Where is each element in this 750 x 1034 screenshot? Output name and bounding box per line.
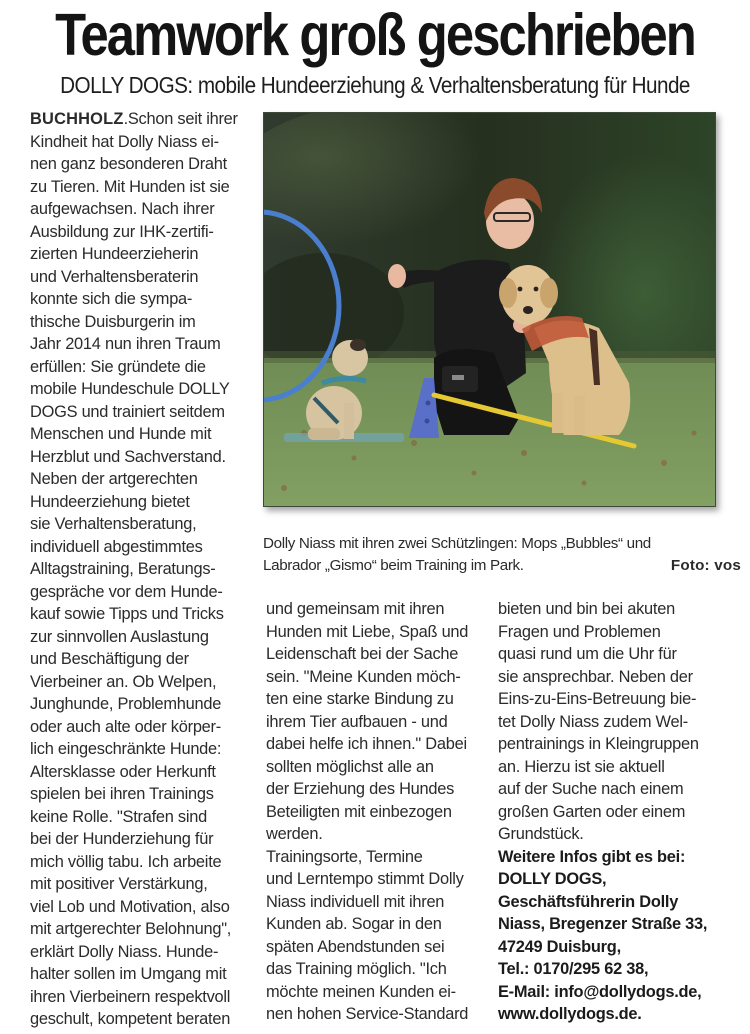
text-line: gespräche vor dem Hunde- — [30, 582, 223, 601]
text-line: und Verhaltensberaterin — [30, 267, 199, 286]
text-line: Menschen und Hunde mit — [30, 425, 212, 443]
text-line: späten Abendstunden sei — [266, 937, 445, 956]
contact-email: E-Mail: info@dollydogs.de, — [498, 982, 702, 1001]
text-line: ihrem Tier aufbauen - und — [266, 712, 448, 731]
text-line: aufgewachsen. Nach ihrer — [30, 200, 215, 218]
text-line: BUCHHOLZ.Schon seit ihrer — [30, 110, 238, 128]
text-line: zierten Hundeerzieherin — [30, 245, 199, 263]
text-line: Niass individuell mit ihren — [266, 892, 445, 911]
photo-illustration — [264, 113, 715, 506]
text-line: pentrainings in Kleingruppen — [498, 735, 699, 753]
text-line: Vierbeiner an. Ob Welpen, — [30, 672, 217, 691]
text-line: erfüllen: Sie gründete die — [30, 357, 206, 376]
text-line: bieten und bin bei akuten — [498, 600, 675, 618]
text-line: und Lerntempo stimmt Dolly — [266, 870, 464, 888]
text-line: viel Lob und Motivation, also — [30, 897, 230, 916]
text-line: mit positiver Verstärkung, — [30, 875, 208, 893]
text-line: Leidenschaft bei der Sache — [266, 645, 459, 663]
contact-line: Weitere Infos gibt es bei: — [498, 847, 686, 866]
subheadline: DOLLY DOGS: mobile Hundeerziehung & Verhaltensberatung für Hunde — [60, 72, 690, 98]
text-line: Fragen und Problemen — [498, 622, 661, 641]
contact-line: 47249 Duisburg, — [498, 937, 621, 956]
text-line: Herzblut und Sachverstand. — [30, 447, 226, 466]
text-line: Ausbildung zur IHK-zertifi- — [30, 222, 214, 241]
text-line: thische Duisburgerin im — [30, 312, 196, 331]
caption-line: Dolly Niass mit ihren zwei Schützlingen: Mops „Bubbles“ und — [263, 535, 651, 552]
text-line: und gemeinsam mit ihren — [266, 600, 445, 618]
text-line: DOGS und trainiert seitdem — [30, 402, 225, 421]
text-line: dabei helfe ich ihnen." Dabei — [266, 735, 467, 753]
text-line: Hunden mit Liebe, Spaß und — [266, 622, 469, 641]
text-line: kauf sowie Tipps und Tricks — [30, 605, 224, 623]
text-line: Alltagstraining, Beratungs- — [30, 560, 216, 578]
contact-line: Geschäftsführerin Dolly — [498, 892, 679, 911]
text-line: Altersklasse oder Herkunft — [30, 762, 216, 781]
contact-info — [498, 846, 743, 1026]
dateline: BUCHHOLZ — [30, 110, 124, 128]
text-line: Junghunde, Problemhunde — [30, 695, 222, 713]
text-line: konnte sich die sympa- — [30, 290, 193, 308]
text-line: an. Hierzu ist sie aktuell — [498, 757, 665, 776]
text-line: auf der Suche nach einem — [498, 780, 684, 798]
text-line: der Erziehung des Hundes — [266, 780, 455, 798]
text-line: zur sinnvollen Auslastung — [30, 627, 209, 646]
text-line: spielen bei ihren Trainings — [30, 785, 214, 803]
contact-line: Niass, Bregenzer Straße 33, — [498, 915, 708, 933]
text-line: Trainingsorte, Termine — [266, 847, 423, 866]
text-line: Eins-zu-Eins-Betreuung bie- — [498, 690, 697, 708]
contact-website: www.dollydogs.de. — [498, 1005, 642, 1023]
caption-line: Labrador „Gismo“ beim Training im Park. Foto: vos — [263, 555, 741, 577]
article-column-3 — [498, 598, 743, 1026]
text-line: großen Garten oder einem — [498, 802, 686, 821]
text-line: mobile Hundeschule DOLLY — [30, 380, 230, 398]
photo-caption — [263, 533, 741, 577]
article-column-1 — [30, 108, 262, 1031]
text-line: erklärt Dolly Niass. Hunde- — [30, 942, 219, 961]
text-line: ihren Vierbeinern respektvoll — [30, 987, 231, 1006]
text-line: ten eine starke Bindung zu — [266, 690, 454, 708]
text-line: halter sollen im Umgang mit — [30, 965, 227, 983]
text-line: Kunden ab. Sogar in den — [266, 915, 442, 933]
text-line: keine Rolle. "Strafen sind — [30, 807, 207, 826]
text-line: quasi rund um die Uhr für — [498, 645, 677, 663]
text-line: bei der Hunderziehung für — [30, 830, 214, 848]
text-line: zu Tieren. Mit Hunden ist sie — [30, 177, 230, 196]
text-line: Grundstück. — [498, 825, 584, 843]
text-line: sie Verhaltensberatung, — [30, 515, 197, 533]
text-line: Beteiligten mit einbezogen — [266, 802, 452, 821]
text-line: sollten möglichst alle an — [266, 757, 434, 776]
text-line: nen hohen Service-Standard — [266, 1005, 469, 1023]
text-line: Jahr 2014 nun ihren Traum — [30, 335, 221, 353]
article-column-2 — [266, 598, 491, 1026]
text-line: nen ganz besonderen Draht — [30, 155, 227, 173]
text-line: mich völlig tabu. Ich arbeite — [30, 852, 222, 871]
text-line: oder auch alte oder körper- — [30, 717, 221, 736]
text-line: sie ansprechbar. Neben der — [498, 667, 693, 686]
text-line: individuell abgestimmtes — [30, 537, 203, 556]
text-line: möchte meinen Kunden ei- — [266, 982, 456, 1001]
text-line: lich eingeschränkte Hunde: — [30, 740, 222, 758]
text-line: werden. — [266, 825, 323, 843]
contact-phone: Tel.: 0170/295 62 38, — [498, 960, 649, 978]
text-line: Kindheit hat Dolly Niass ei- — [30, 132, 219, 151]
text-line: geschult, kompetent beraten — [30, 1010, 231, 1028]
text-line: sein. "Meine Kunden möch- — [266, 667, 461, 686]
photo-credit: Foto: vos — [670, 557, 741, 574]
headline: Teamwork groß geschrieben — [55, 2, 695, 68]
text-line: Neben der artgerechten — [30, 470, 198, 488]
text-line: und Beschäftigung der — [30, 650, 189, 668]
text-line: mit artgerechter Belohnung", — [30, 920, 232, 938]
contact-line: DOLLY DOGS, — [498, 870, 607, 888]
article-photo — [263, 112, 716, 507]
text-line: das Training möglich. "Ich — [266, 960, 447, 978]
text-line: Hundeerziehung bietet — [30, 492, 190, 511]
text-line: tet Dolly Niass zudem Wel- — [498, 712, 688, 731]
